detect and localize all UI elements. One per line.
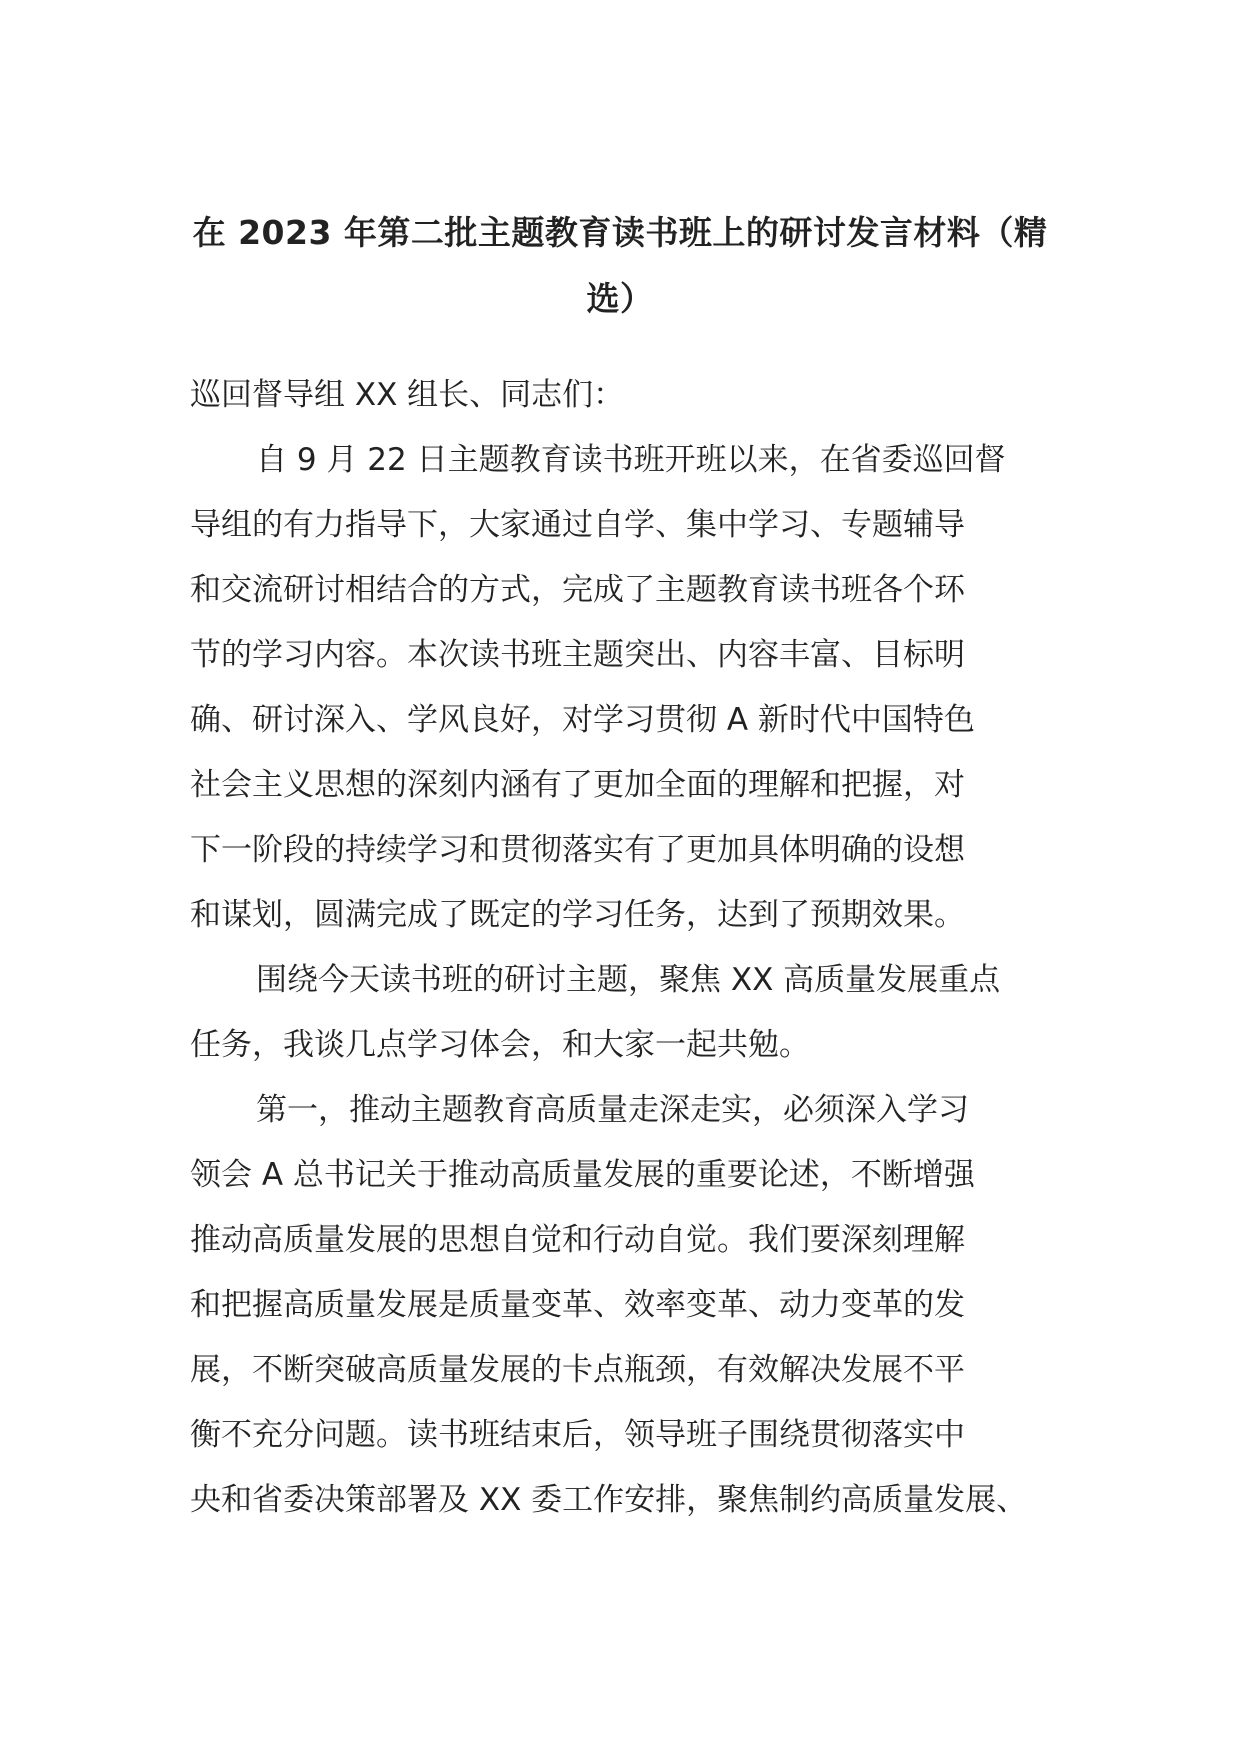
document-title: [190, 200, 1050, 332]
paragraph-line: 自 9 月 22 日主题教育读书班开班以来，在省委巡回督: [256, 442, 1006, 478]
paragraph-line: 节的学习内容。本次读书班主题突出、内容丰富、目标明: [190, 637, 965, 673]
paragraph-line: 央和省委决策部署及 XX 委工作安排，聚焦制约高质量发展、: [190, 1482, 1028, 1518]
paragraph-line: 围绕今天读书班的研讨主题，聚焦 XX 高质量发展重点: [256, 962, 1001, 998]
paragraph-line: 推动高质量发展的思想自觉和行动自觉。我们要深刻理解: [190, 1222, 965, 1258]
document-body: [190, 363, 1090, 1533]
paragraph-line: 和谋划，圆满完成了既定的学习任务，达到了预期效果。: [190, 897, 965, 933]
paragraph-line: 社会主义思想的深刻内涵有了更加全面的理解和把握，对: [190, 767, 965, 803]
paragraph-line: 领会 A 总书记关于推动高质量发展的重要论述，不断增强: [190, 1157, 975, 1193]
salutation: 巡回督导组 XX 组长、同志们：: [190, 377, 625, 413]
paragraph-1: [190, 428, 1090, 948]
title-line-2: 选）: [586, 279, 654, 318]
paragraph-line: 下一阶段的持续学习和贯彻落实有了更加具体明确的设想: [190, 832, 965, 868]
paragraph-line: 和交流研讨相结合的方式，完成了主题教育读书班各个环: [190, 572, 965, 608]
paragraph-line: 导组的有力指导下，大家通过自学、集中学习、专题辅导: [190, 507, 965, 543]
paragraph-3: [190, 1078, 1090, 1533]
paragraph-line: 确、研讨深入、学风良好，对学习贯彻 A 新时代中国特色: [190, 702, 975, 738]
paragraph-line: 任务，我谈几点学习体会，和大家一起共勉。: [190, 1027, 810, 1063]
paragraph-line: 衡不充分问题。读书班结束后，领导班子围绕贯彻落实中: [190, 1417, 965, 1453]
paragraph-line: 第一，推动主题教育高质量走深走实，必须深入学习: [256, 1092, 969, 1128]
paragraph-line: 和把握高质量发展是质量变革、效率变革、动力变革的发: [190, 1287, 965, 1323]
title-line-1: 在 2023 年第二批主题教育读书班上的研讨发言材料（精: [192, 213, 1048, 252]
paragraph-2: [190, 948, 1090, 1078]
paragraph-line: 展，不断突破高质量发展的卡点瓶颈，有效解决发展不平: [190, 1352, 965, 1388]
